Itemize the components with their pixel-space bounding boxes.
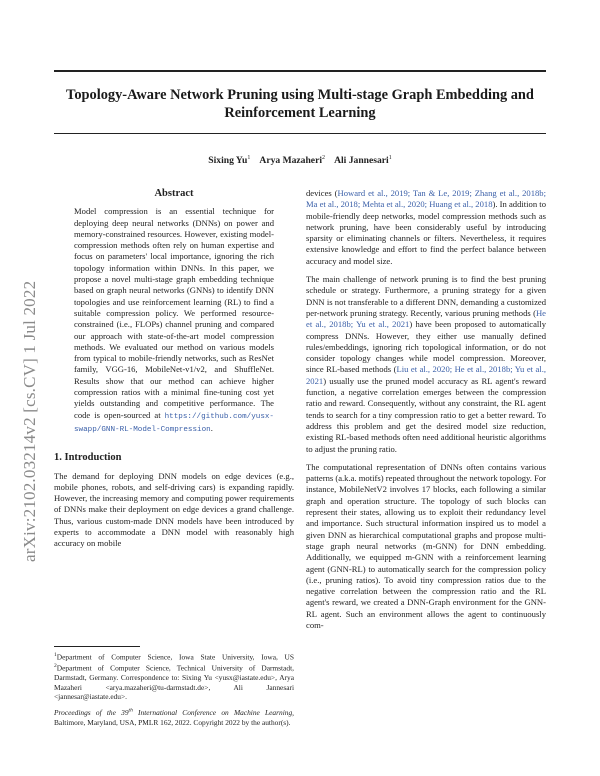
- footnote-text: , Baltimore, Maryland, USA, PMLR 162, 2022. Copyright 2022 by the author(s).: [54, 708, 294, 727]
- code-repository-link[interactable]: https://github.com/yusx-swapp/GNN-RL-Model-Compression: [74, 412, 274, 434]
- author-affiliation: 2: [322, 155, 325, 161]
- paper-title: Topology-Aware Network Pruning using Multi-stage Graph Embedding and Reinforcement Learning: [66, 87, 534, 121]
- footnote-divider: [54, 646, 140, 647]
- body-text: ) usually use the pruned model accuracy as RL agent's reward function, a negative correlation emerges between the compression ratio and reward. Consequently, without any constraint, the RL agent tends to search for a tiny compression ratio to get a better reward. To address this problem and get the desired model size reduction, existing RL-based methods often need additional heuristic algorithms to adjust the pruning ratio.: [306, 375, 546, 454]
- citation-link[interactable]: He et al., 2018b; Yu et al., 2021: [306, 307, 546, 330]
- body-text: ). In addition to mobile-friendly deep networks, model compression methods such as network pruning, have been considerably useful by introducing sparsity or eliminating channels or filters. Nevertheless, it requires extensive knowledge and effort to find the perfect balance between accuracy and model size.: [306, 199, 546, 266]
- author-name: Arya Mazaheri: [259, 155, 322, 167]
- intro-paragraph: The demand for deploying DNN models on edge devices (e.g., mobile phones, robots, and self-driving cars) is expanding rapidly. However, the increasing memory and computing power requirements of DNNs make their deployment on edge devices a grand challenge. Thus, various custom-made DNN models have been introduced by experts to accommodate a DNN model with reasonably high accuracy on mobile: [54, 470, 294, 549]
- body-paragraph: [306, 274, 546, 455]
- citation-link[interactable]: Liu et al., 2020; He et al., 2018b; Yu et al., 2021: [306, 364, 546, 386]
- abstract-text: Model compression is an essential technique for deploying deep neural networks (DNNs) on power and memory-constrained resources. However, existing model-compression methods often rely on human expertise and focus on parameters' local importance, ignoring the rich topology information within DNNs. In this paper, we propose a novel multi-stage graph embedding technique based on graph neural networks (GNNs) to identify DNN topologies and use reinforcement learning (RL) to find a suitable compression policy. We performed resource-constrained (i.e., FLOPs) channel pruning and compared our approach with state-of-the-art model compression methods. We evaluated our method on various models from typical to mobile-friendly networks, such as ResNet family, VGG-16, MobileNet-v1/v2, and ShuffleNet. Results show that our method can achieve higher compression ratios with a minimal fine-tuning cost yet yields outstanding and competitive performance. The code is open-sourced at: [74, 206, 274, 420]
- footnote-text: Department of Computer Science, Iowa State University, Iowa, US: [56, 652, 294, 662]
- footnote-text: Proceedings of the 39: [54, 708, 129, 718]
- citation-link[interactable]: Howard et al., 2019; Tan & Le, 2019; Zhang et al., 2018b; Ma et al., 2018; Mehta et al., 2020; Huang et al., 2018: [306, 188, 546, 210]
- arxiv-identifier: arXiv:2102.03214v2 [cs.CV] 1 Jul 2022: [20, 280, 39, 562]
- abstract-heading: Abstract: [154, 188, 194, 199]
- body-paragraph: [306, 188, 546, 267]
- proceedings-footnote: [54, 707, 294, 728]
- author-name: Sixing Yu: [208, 155, 248, 167]
- body-text: The main challenge of network pruning is to find the best pruning schedule or strategy. Furthermore, a pruning strategy for a given DNN is not transferable to a different DNN, demanding a customized per-network pruning strategy. Recently, various pruning methods (: [306, 274, 546, 318]
- footnote-text: International Conference on Machine Learning: [132, 708, 293, 718]
- author-name: Ali Jannesari: [334, 155, 389, 167]
- body-paragraph: The computational representation of DNNs often contains various patterns (a.k.a. motifs) repeated throughout the network topology. For instance, MobileNetV2 involves 17 blocks, each following a similar graph and operation structure. The topology of such blocks can represent their states, allowing us to exploit their redundancy level and importance. Such structural information inspired us to model a given DNN as hierarchical computational graphs and propose multi-stage graph neural networks (m-GNN) for DNN embedding. Additionally, we equipped m-GNN with a reinforcement learning agent (GNN-RL) to automatically search for the compression policy (i.e., pruning ratios). To avoid tiny compression ratios due to the negative correlation between the compression ratio and the RL agent's reward, we created a DNN-Graph environment for the GNN-RL agent. Such an environment allows the agent to continuously com-: [306, 461, 547, 630]
- left-column: [54, 188, 294, 557]
- author-affiliation: 1: [388, 155, 392, 161]
- title-rule: [54, 133, 546, 134]
- body-text: devices (: [306, 188, 338, 198]
- right-column: [306, 188, 546, 638]
- body-text: ) have been proposed to automatically compress DNNs. However, they either use manually defined rules/embeddings, ignoring rich topological information, or do not consider topology changes while model compression. Moreover, since RL-based methods (: [306, 319, 546, 375]
- abstract-body: [74, 206, 274, 436]
- intro-heading: 1. Introduction: [54, 452, 122, 464]
- footnote-text: Department of Computer Science, Technical University of Darmstadt, Darmstadt, Germany. Correspondence to: Sixing Yu <yusx@iastate.edu>, Arya Mazaheri <arya.mazaheri@tu-darmstadt.de>, Ali Jannesari <jannesar@iastate.edu>.: [54, 663, 294, 702]
- abstract-end: .: [210, 422, 213, 433]
- affiliation-footnote: $^1$Department of Computer Science, Iowa State University, Iowa, US $^2$Department of Computer Science, Technical University of Darmstadt, Darmstadt, Germany. Correspondence to: Sixing Yu <yusx@iastate.edu>, Arya Mazaheri <arya.mazaheri@tu-darmstadt.de>, Ali Jannesari <jannesar@iastate.edu>.: [54, 652, 294, 702]
- author-list: [54, 155, 546, 166]
- footnote-superscript: th: [128, 707, 133, 714]
- top-rule: [54, 70, 546, 72]
- footnotes: [54, 646, 294, 733]
- author-affiliation: 1: [247, 155, 251, 161]
